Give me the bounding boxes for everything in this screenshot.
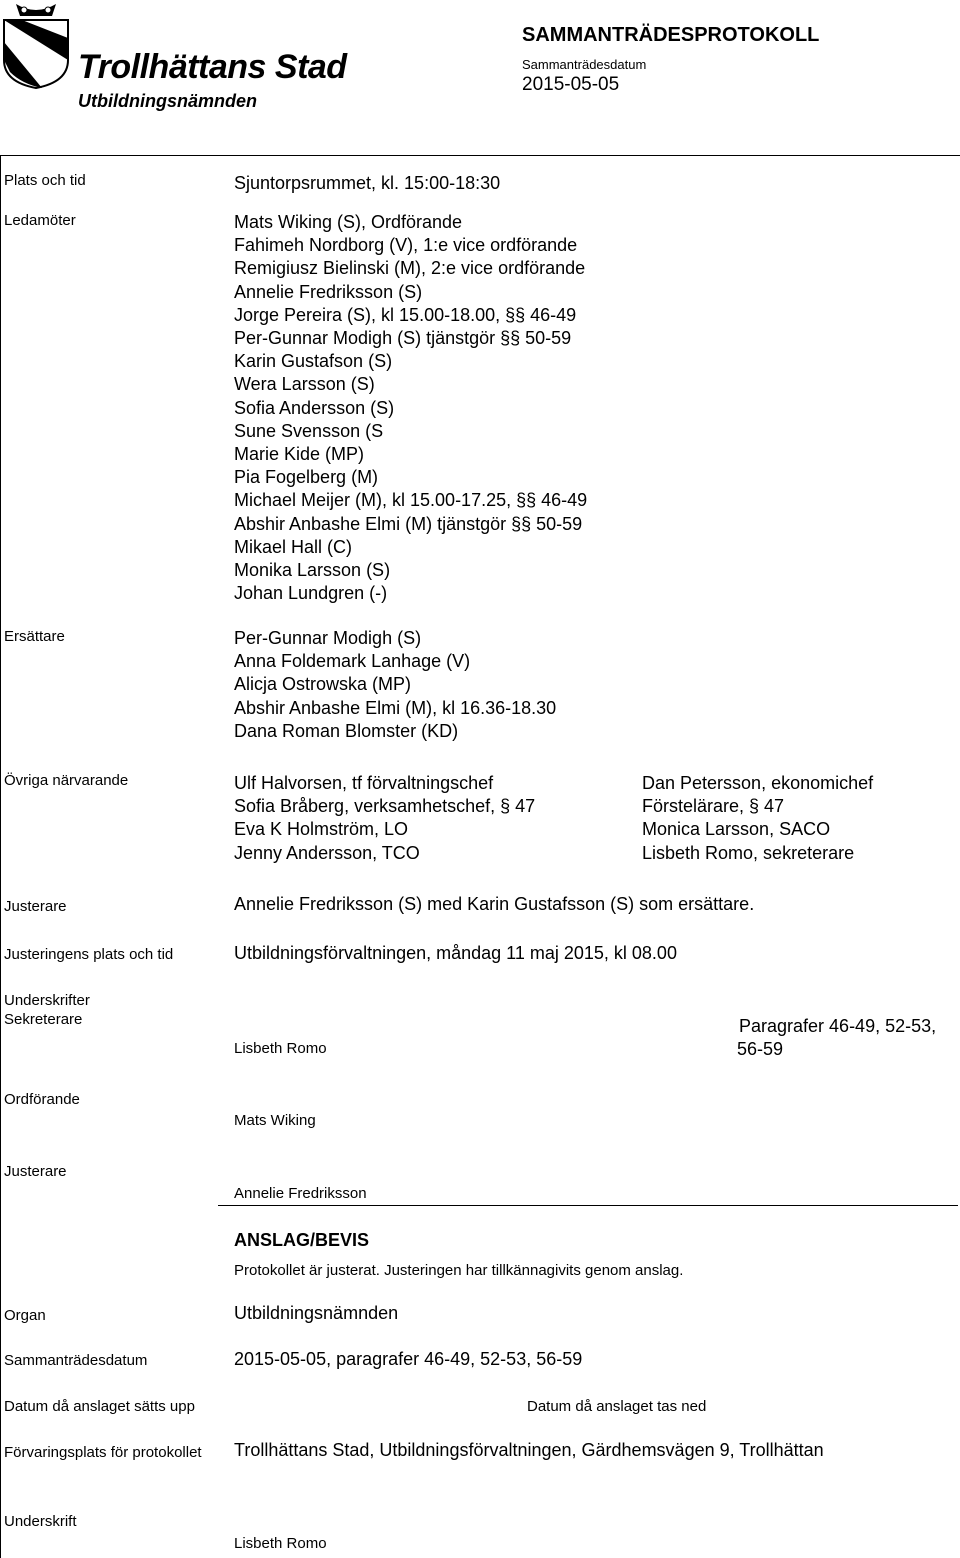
attendee-item: Förstelärare, § 47 [642,796,785,817]
place-label: Plats och tid [4,172,86,189]
member-item: Michael Meijer (M), kl 15.00-17.25, §§ 46-49 [234,490,588,511]
notice-text: Protokollet är justerat. Justeringen har tillkännagivits genom anslag. [234,1262,684,1279]
member-item: Annelie Fredriksson (S) [234,281,423,302]
members-label: Ledamöter [4,212,76,229]
member-item: Sofia Andersson (S) [234,397,395,418]
substitutes-label: Ersättare [4,628,65,645]
member-item: Monika Larsson (S) [234,560,391,581]
brand-name: Trollhättans Stad [78,48,347,86]
storage-value: Trollhättans Stad, Utbildningsförvaltningen, Gärdhemsvägen 9, Trollhättan [234,1440,824,1460]
substitutes-list [234,627,556,743]
chair-label: Ordförande [4,1091,80,1108]
storage-label: Förvaringsplats för protokollet [4,1444,202,1461]
member-item: Per-Gunnar Modigh (S) tjänstgör §§ 50-59 [234,328,572,349]
municipal-crest-icon [2,2,70,90]
removed-date-label: Datum då anslaget tas ned [527,1398,707,1415]
member-item: Pia Fogelberg (M) [234,467,379,488]
member-item: Abshir Anbashe Elmi (M) tjänstgör §§ 50-59 [234,513,583,534]
member-item: Johan Lundgren (-) [234,583,388,604]
member-item: Karin Gustafson (S) [234,351,393,372]
attendee-item: Ulf Halvorsen, tf förvaltningschef [234,773,494,793]
signature-adjuster-name: Annelie Fredriksson [234,1185,367,1202]
place-value: Sjuntorpsrummet, kl. 15:00-18:30 [234,173,501,193]
chair-name: Mats Wiking [234,1112,316,1129]
signature-adjuster-label: Justerare [4,1163,67,1180]
attendee-item: Eva K Holmström, LO [234,819,409,840]
header-date: 2015-05-05 [522,74,620,95]
others-label: Övriga närvarande [4,772,129,789]
attendee-item: Jenny Andersson, TCO [234,842,420,863]
adjuster-value: Annelie Fredriksson (S) med Karin Gustafsson (S) som ersättare. [234,894,755,914]
others-list-right [642,772,873,865]
notice-title: ANSLAG/BEVIS [234,1230,370,1250]
substitute-item: Per-Gunnar Modigh (S) [234,628,422,648]
substitute-item: Alicja Ostrowska (MP) [234,674,412,695]
substitute-item: Dana Roman Blomster (KD) [234,720,459,741]
secretary-name: Lisbeth Romo [234,1040,327,1057]
others-list-left [234,772,535,865]
substitute-item: Anna Foldemark Lanhage (V) [234,651,471,672]
member-item: Mikael Hall (C) [234,536,353,557]
secretary-paragraphs: Paragrafer 46-49, 52-53, [739,1016,937,1036]
organ-value: Utbildningsnämnden [234,1303,399,1323]
attendee-item: Sofia Bråberg, verksamhetschef, § 47 [234,796,536,817]
attendee-item: Dan Petersson, ekonomichef [642,773,874,793]
notice-date-label: Sammanträdesdatum [4,1352,148,1369]
attendee-item: Monica Larsson, SACO [642,819,831,840]
member-item: Wera Larsson (S) [234,374,375,395]
member-item: Fahimeh Nordborg (V), 1:e vice ordförande [234,235,578,256]
posted-date-label: Datum då anslaget sätts upp [4,1398,195,1415]
signatures-heading: Underskrifter [4,992,90,1009]
member-item: Remigiusz Bielinski (M), 2:e vice ordförande [234,258,586,279]
left-rule [0,155,1,1558]
attendee-item: Lisbeth Romo, sekreterare [642,842,855,863]
notice-date-value: 2015-05-05, paragrafer 46-49, 52-53, 56-59 [234,1349,583,1369]
adjuster-label: Justerare [4,898,67,915]
signature-label: Underskrift [4,1513,77,1530]
document-title: SAMMANTRÄDESPROTOKOLL [522,24,820,46]
organ-label: Organ [4,1307,46,1324]
top-rule [0,155,960,156]
department-name: Utbildningsnämnden [78,91,257,111]
member-item: Sune Svensson (S [234,420,384,441]
member-item: Mats Wiking (S), Ordförande [234,212,463,232]
notice-rule [218,1205,958,1206]
signature-name: Lisbeth Romo [234,1535,327,1552]
header-date-label: Sammanträdesdatum [522,57,647,72]
members-list [234,211,587,605]
adjust-place-value: Utbildningsförvaltningen, måndag 11 maj 2015, kl 08.00 [234,943,677,963]
substitute-item: Abshir Anbashe Elmi (M), kl 16.36-18.30 [234,697,557,718]
member-item: Jorge Pereira (S), kl 15.00-18.00, §§ 46-49 [234,304,577,325]
secretary-paragraphs-cont: 56-59 [737,1039,784,1059]
member-item: Marie Kide (MP) [234,444,365,465]
adjust-place-label: Justeringens plats och tid [4,946,174,963]
secretary-label: Sekreterare [4,1011,83,1028]
